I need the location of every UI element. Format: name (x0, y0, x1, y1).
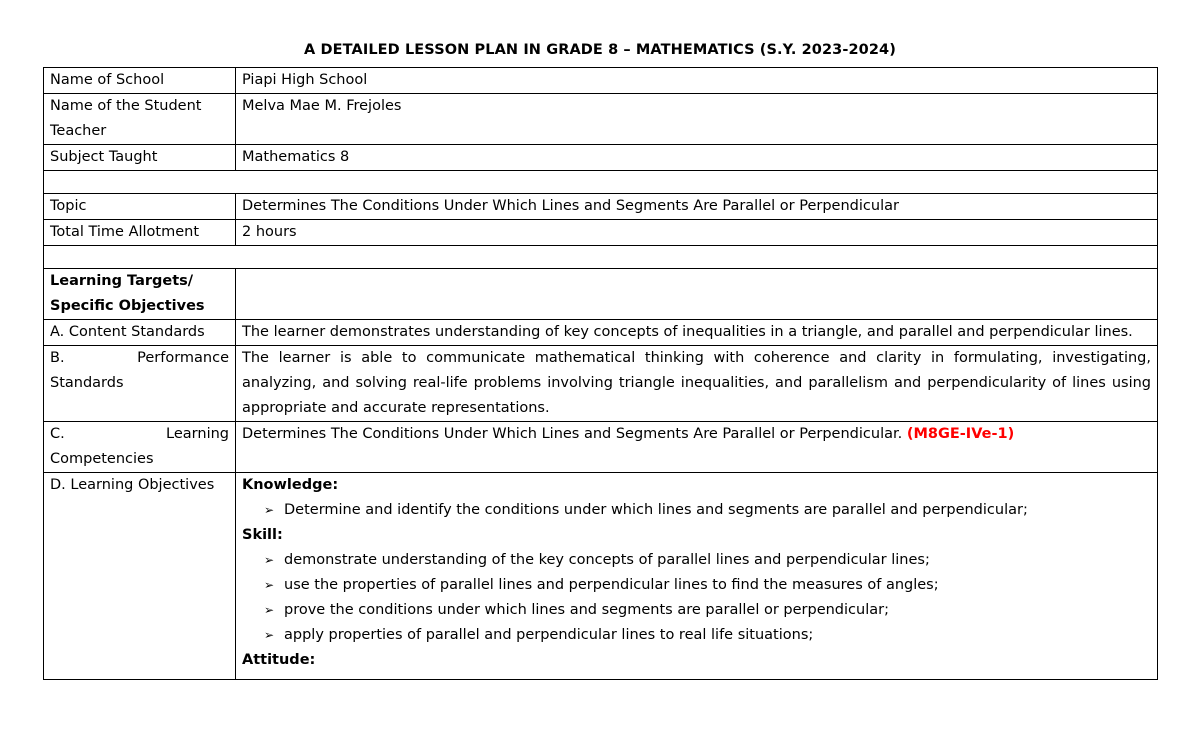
school-label: Name of School (44, 68, 236, 94)
learning-targets-label-line1: Learning Targets/ (50, 273, 194, 289)
student-teacher-label (44, 94, 236, 145)
spacer-row (44, 171, 1158, 194)
learning-targets-label (44, 269, 236, 320)
learning-competencies-label-line1 (50, 422, 229, 447)
student-teacher-label-line2: Teacher (50, 123, 107, 139)
subject-label: Subject Taught (44, 145, 236, 171)
list-item (264, 573, 1151, 598)
table-row (44, 473, 1158, 680)
document-title: A DETAILED LESSON PLAN IN GRADE 8 – MATHEMATICS (S.Y. 2023-2024) (304, 42, 896, 58)
skill-list (242, 548, 1151, 648)
learning-objectives-value (236, 473, 1158, 680)
student-teacher-value: Melva Mae M. Frejoles (236, 94, 1158, 145)
performance-standards-letter: B. (50, 350, 65, 366)
knowledge-list (242, 498, 1151, 523)
list-item (264, 498, 1151, 523)
learning-targets-label-line2: Specific Objectives (50, 298, 205, 314)
learning-competencies-letter: C. (50, 426, 65, 442)
arrow-bullet-icon: ➢ (264, 553, 275, 567)
skill-item-text: use the properties of parallel lines and perpendicular lines to find the measures of angles; (284, 577, 939, 593)
arrow-bullet-icon: ➢ (264, 628, 275, 642)
lesson-plan-table (43, 67, 1158, 680)
arrow-bullet-icon: ➢ (264, 578, 275, 592)
arrow-bullet-icon: ➢ (264, 503, 275, 517)
content-standards-value: The learner demonstrates understanding of key concepts of inequalities in a triangle, and parallel and perpendicular lines. (236, 320, 1158, 346)
learning-competencies-word: Learning (166, 426, 229, 442)
spacer-row (44, 246, 1158, 269)
performance-standards-word: Performance (137, 350, 229, 366)
performance-standards-label-line2: Standards (50, 375, 124, 391)
list-item (264, 598, 1151, 623)
competency-code: (M8GE-IVe-1) (906, 426, 1015, 442)
subject-value: Mathematics 8 (236, 145, 1158, 171)
skill-item-text: demonstrate understanding of the key concepts of parallel lines and perpendicular lines; (284, 552, 930, 568)
topic-label: Topic (44, 194, 236, 220)
spacer-cell (44, 171, 1158, 194)
table-row (44, 194, 1158, 220)
attitude-heading: Attitude: (242, 652, 316, 668)
table-row (44, 94, 1158, 145)
knowledge-item-text: Determine and identify the conditions under which lines and segments are parallel and perpendicular; (284, 502, 1028, 518)
performance-standards-label (44, 346, 236, 422)
student-teacher-label-line1: Name of the Student (50, 98, 202, 114)
table-row (44, 422, 1158, 473)
skill-heading: Skill: (242, 527, 283, 543)
list-item (264, 623, 1151, 648)
skill-item-text: apply properties of parallel and perpendicular lines to real life situations; (284, 627, 814, 643)
list-item (264, 548, 1151, 573)
learning-competencies-text: Determines The Conditions Under Which Lines and Segments Are Parallel or Perpendicular. (242, 426, 903, 442)
school-value: Piapi High School (236, 68, 1158, 94)
learning-competencies-label-line2: Competencies (50, 451, 154, 467)
learning-targets-value (236, 269, 1158, 320)
table-row (44, 346, 1158, 422)
table-row (44, 145, 1158, 171)
table-row (44, 320, 1158, 346)
topic-value: Determines The Conditions Under Which Lines and Segments Are Parallel or Perpendicular (236, 194, 1158, 220)
arrow-bullet-icon: ➢ (264, 603, 275, 617)
learning-competencies-value (236, 422, 1158, 473)
time-label: Total Time Allotment (44, 220, 236, 246)
table-row (44, 220, 1158, 246)
spacer-cell (44, 246, 1158, 269)
content-standards-label: A. Content Standards (44, 320, 236, 346)
table-row (44, 68, 1158, 94)
learning-objectives-label: D. Learning Objectives (44, 473, 236, 680)
time-value: 2 hours (236, 220, 1158, 246)
skill-item-text: prove the conditions under which lines and segments are parallel or perpendicular; (284, 602, 889, 618)
performance-standards-value: The learner is able to communicate mathematical thinking with coherence and clarity in formulating, investigating, analyzing, and solving real-life problems involving triangle inequalities, and parallelism and perpendicularity of lines using appropriate and accurate representations. (236, 346, 1158, 422)
learning-competencies-label (44, 422, 236, 473)
knowledge-heading: Knowledge: (242, 477, 339, 493)
performance-standards-label-line1 (50, 346, 229, 371)
table-row (44, 269, 1158, 320)
